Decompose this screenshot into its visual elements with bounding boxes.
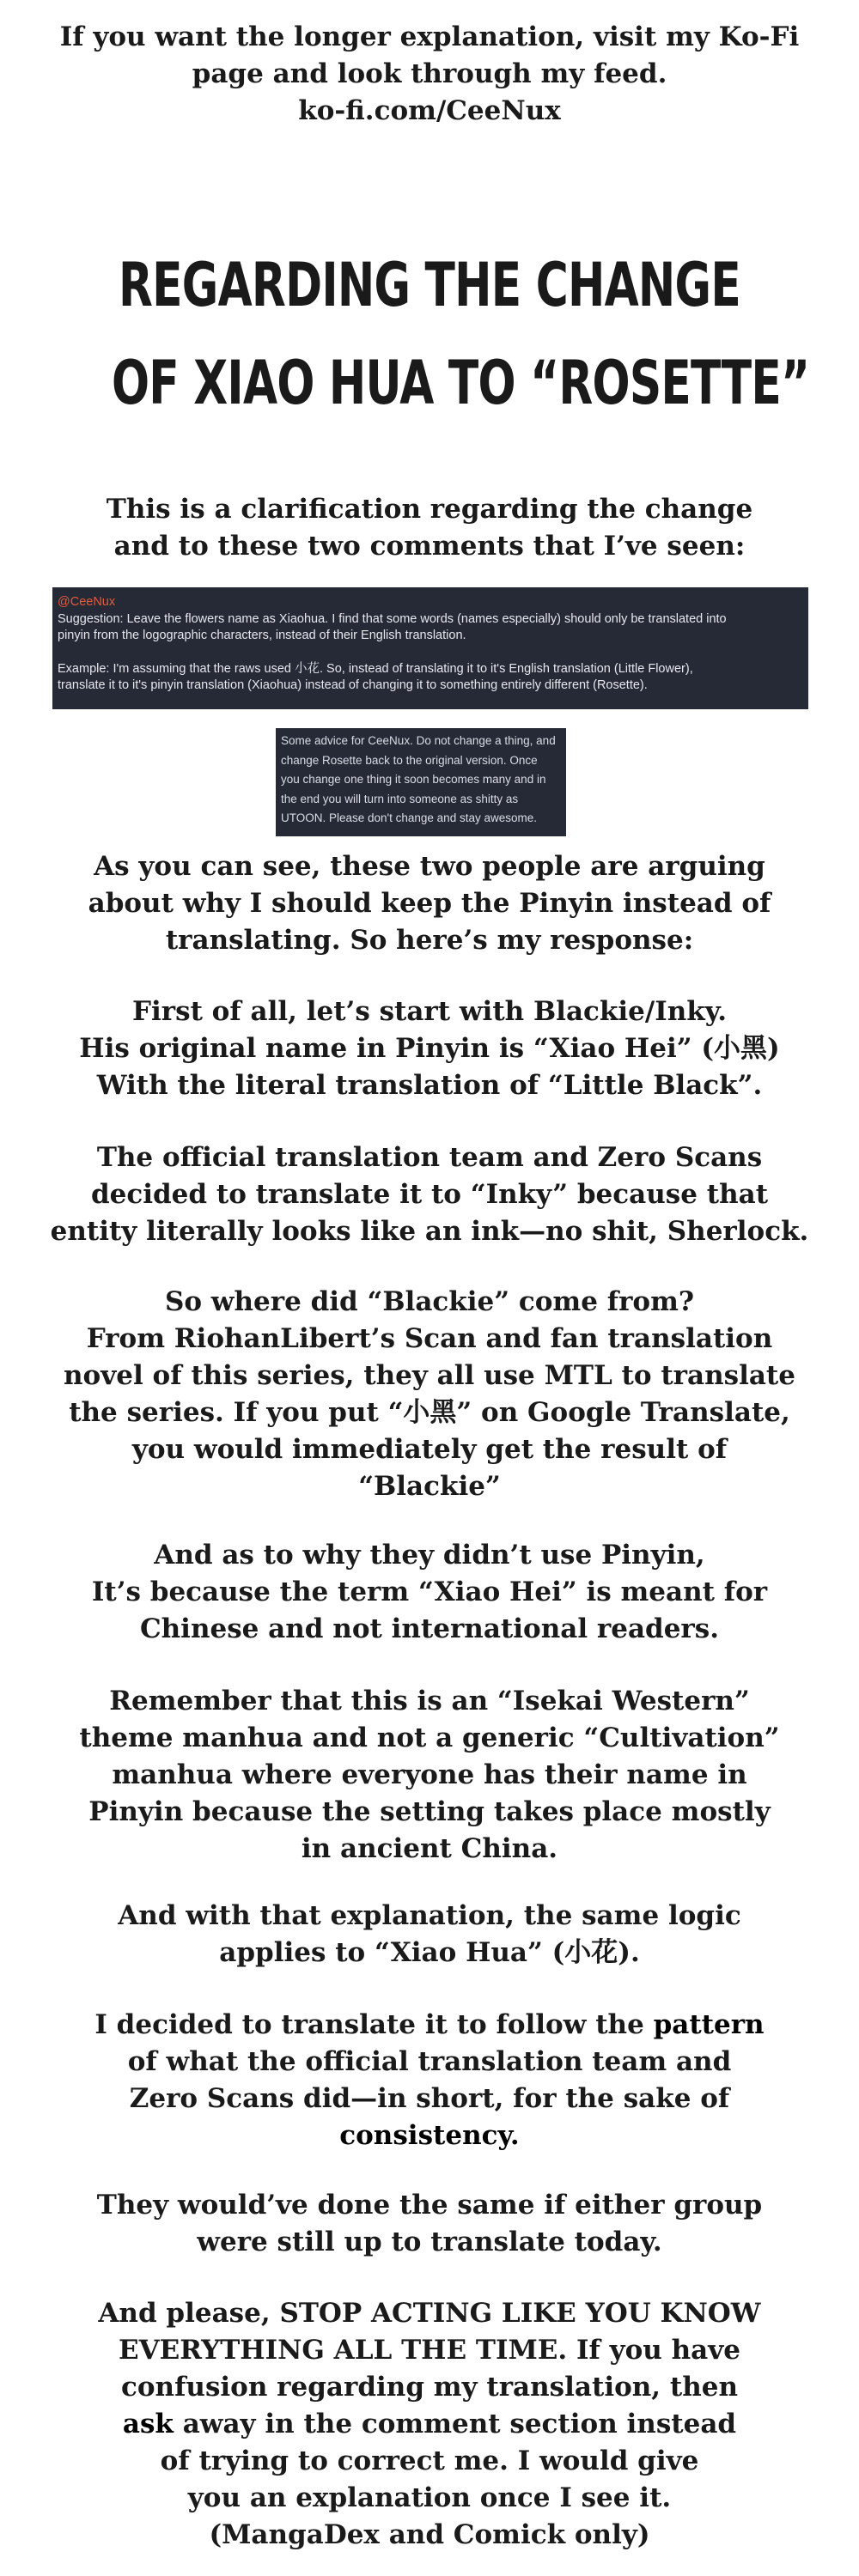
paragraph-line: It’s because the term “Xiao Hei” is meant for	[91, 1577, 768, 1607]
comment-screenshot-2	[276, 728, 566, 836]
comment-line: Suggestion: Leave the flowers name as Xiaohua. I find that some words (names especially) should only be translated into	[58, 611, 727, 626]
paragraph-isekai	[0, 1683, 859, 1868]
paragraph-inky	[0, 1139, 859, 1250]
paragraph-text: away in the comment section instead	[173, 2409, 737, 2439]
intro-text	[0, 19, 859, 130]
page-title	[112, 236, 810, 432]
paragraph-line: entity literally looks like an ink—no shit, Sherlock.	[50, 1216, 809, 1247]
paragraph-line: From RiohanLibert’s Scan and fan translation	[86, 1323, 773, 1354]
paragraph-line: (MangaDex and Comick only)	[209, 2519, 650, 2550]
paragraph-line: you an explanation once I see it.	[187, 2482, 672, 2513]
clarification-text	[0, 491, 859, 565]
paragraph-line: With the literal translation of “Little Black”.	[96, 1070, 763, 1101]
comment-line: Example: I'm assuming that the raws used 小花. So, instead of translating it to it's English translation (Little Flower),	[58, 661, 693, 676]
comment-username[interactable]: @CeeNux	[58, 595, 116, 609]
title-line: REGARDING THE CHANGE	[119, 250, 740, 320]
comment-line: change Rosette back to the original version. Once	[281, 753, 538, 767]
paragraph-line: EVERYTHING ALL THE TIME. If you have	[118, 2335, 741, 2366]
paragraph-line: translating. So here’s my response:	[165, 925, 694, 956]
paragraph-pinyin	[0, 1537, 859, 1648]
paragraph-same	[0, 2187, 859, 2261]
emphasis-ask: ask	[122, 2409, 174, 2439]
paragraph-line: confusion regarding my translation, then	[120, 2372, 739, 2403]
paragraph-line: And as to why they didn’t use Pinyin,	[154, 1540, 705, 1571]
paragraph-line: So where did “Blackie” come from?	[164, 1286, 695, 1317]
clarification-line: This is a clarification regarding the change	[106, 494, 753, 525]
paragraph-line: decided to translate it to “Inky” because that	[90, 1179, 769, 1210]
comment-line: pinyin from the logographic characters, instead of their English translation.	[58, 629, 466, 642]
paragraph-line: about why I should keep the Pinyin instead of	[88, 888, 771, 919]
paragraph-line: The official translation team and Zero Scans	[96, 1142, 763, 1173]
comment-line: UTOON. Please don't change and stay awesome.	[281, 811, 537, 824]
paragraph-blackie	[0, 993, 859, 1104]
kofi-link[interactable]: ko-fi.com/CeeNux	[298, 95, 561, 126]
paragraph-line: First of all, let’s start with Blackie/Inky.	[132, 996, 727, 1027]
paragraph-line: And with that explanation, the same logic	[118, 1900, 741, 1931]
paragraph-line: Chinese and not international readers.	[139, 1613, 720, 1644]
paragraph-response	[0, 848, 859, 959]
intro-line: If you want the longer explanation, visit my Ko-Fi	[59, 21, 800, 52]
clarification-line: and to these two comments that I’ve seen:	[113, 531, 746, 562]
paragraph-xiao-hua	[0, 1898, 859, 1971]
comment-screenshot-1	[52, 587, 808, 709]
comment-line: you change one thing it soon becomes many and in	[281, 773, 546, 786]
paragraph-closing	[0, 2295, 859, 2554]
comment-spacer	[58, 645, 800, 661]
paragraph-blackie-origin	[0, 1284, 859, 1505]
paragraph-line: Pinyin because the setting takes place mostly	[88, 1796, 771, 1827]
paragraph-line	[0, 2007, 859, 2044]
paragraph-line: applies to “Xiao Hua” (小花).	[219, 1937, 640, 1968]
paragraph-text: I decided to translate it to follow the	[94, 2009, 654, 2040]
paragraph-line: They would’ve done the same if either group	[96, 2190, 763, 2221]
intro-line: page and look through my feed.	[192, 58, 667, 89]
paragraph-line: the series. If you put “小黑” on Google Translate,	[69, 1397, 790, 1428]
paragraph-line: in ancient China.	[301, 1833, 558, 1864]
paragraph-line: novel of this series, they all use MTL to translate	[64, 1360, 795, 1391]
comment-line: Some advice for CeeNux. Do not change a thing, and	[281, 734, 556, 747]
paragraph-line: you would immediately get the result of	[131, 1434, 728, 1465]
paragraph-line: of trying to correct me. I would give	[160, 2445, 699, 2476]
paragraph-line: were still up to translate today.	[197, 2227, 662, 2257]
title-line: OF XIAO HUA TO “ROSETTE”	[112, 348, 810, 418]
paragraph-line: Zero Scans did—in short, for the sake of	[129, 2083, 730, 2114]
paragraph-line: And please, STOP ACTING LIKE YOU KNOW	[98, 2298, 761, 2329]
paragraph-line	[0, 2406, 859, 2443]
paragraph-line: theme manhua and not a generic “Cultivation”	[79, 1722, 780, 1753]
paragraph-line: Remember that this is an “Isekai Western”	[109, 1686, 750, 1716]
emphasis-consistency: consistency.	[339, 2120, 520, 2151]
comment-line: the end you will turn into someone as shitty as	[281, 792, 519, 805]
comment-line: translate it to it's pinyin translation (Xiaohua) instead of changing it to something entirely different (Rosette).	[58, 678, 648, 692]
paragraph-line: His original name in Pinyin is “Xiao Hei” (小黑)	[79, 1033, 780, 1064]
paragraph-line: of what the official translation team and	[127, 2046, 732, 2077]
paragraph-line: As you can see, these two people are arguing	[94, 851, 765, 882]
paragraph-consistency	[0, 2007, 859, 2154]
emphasis-pattern: pattern	[653, 2009, 765, 2040]
paragraph-line: “Blackie”	[358, 1471, 501, 1502]
paragraph-line: manhua where everyone has their name in	[112, 1759, 747, 1790]
